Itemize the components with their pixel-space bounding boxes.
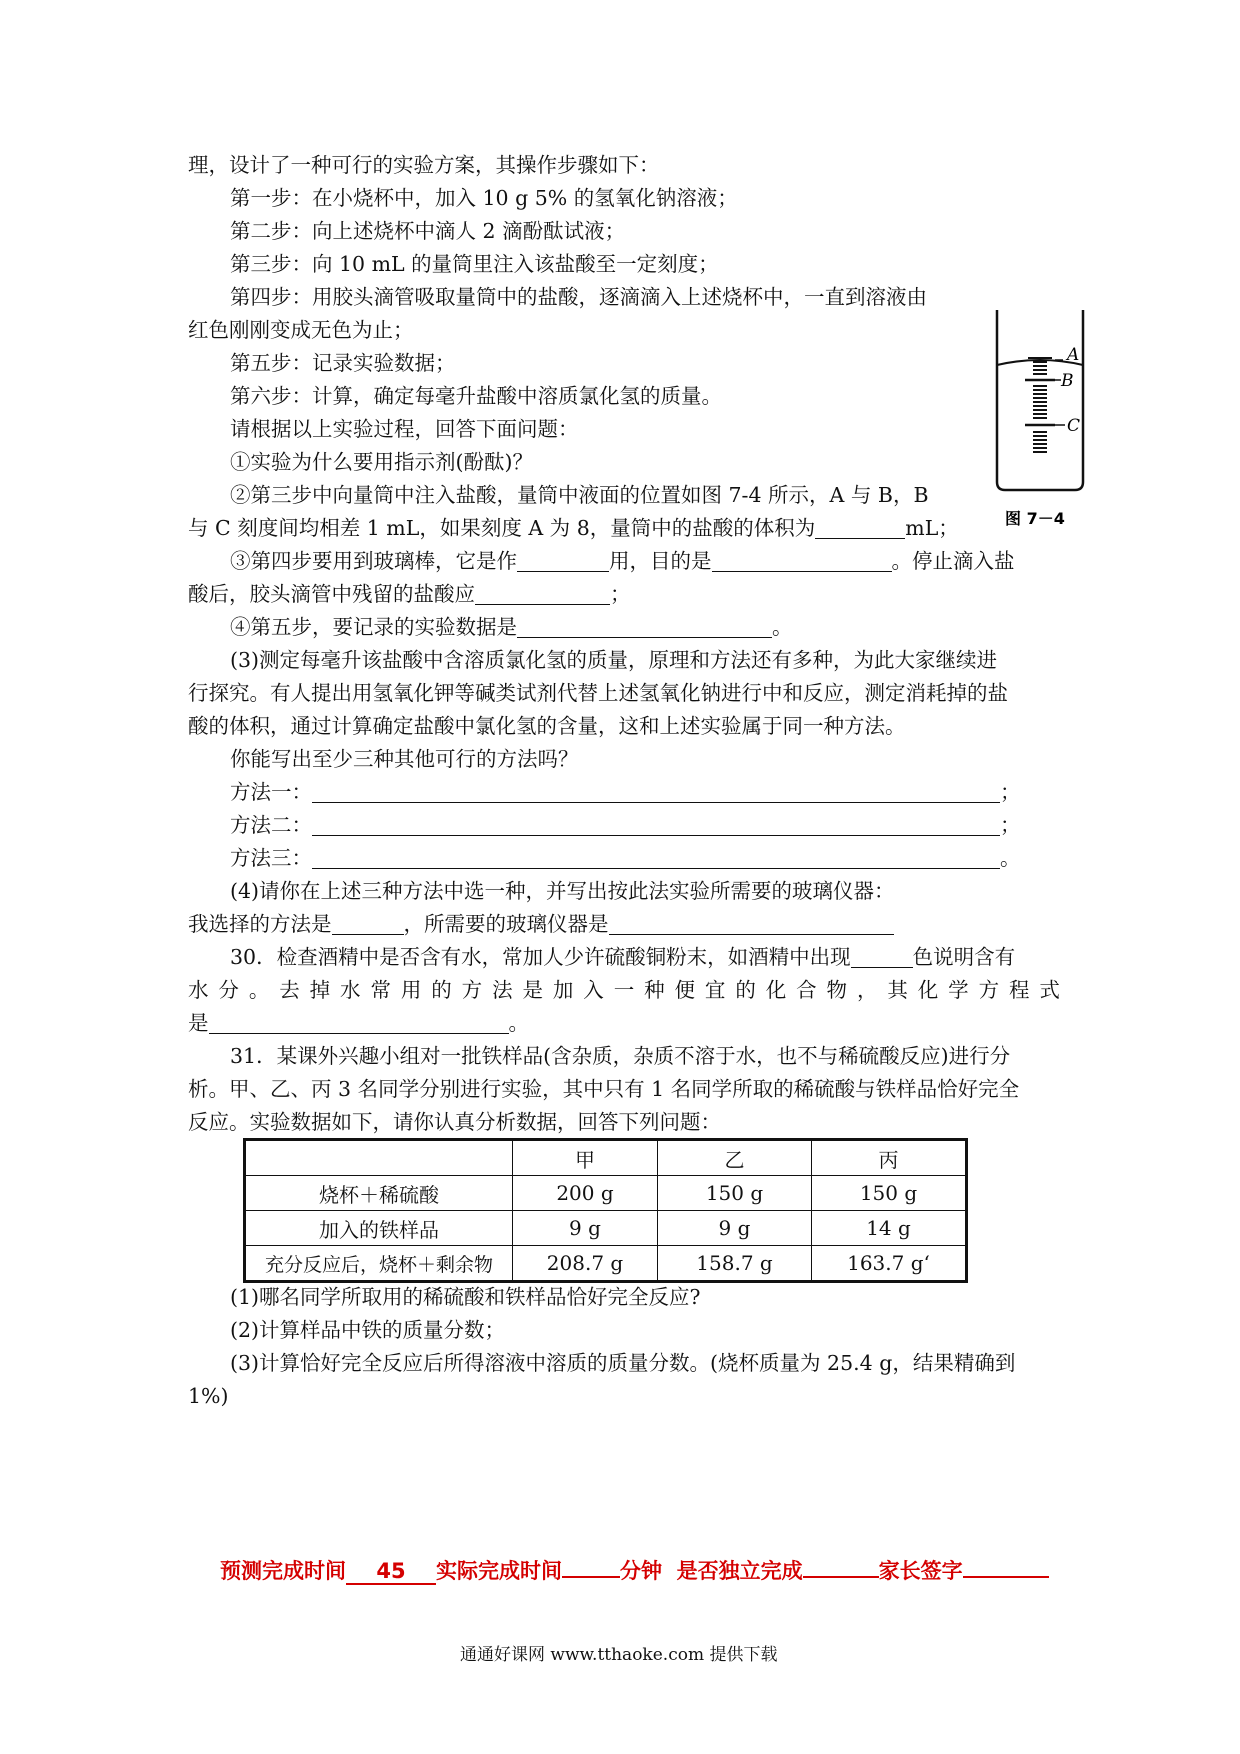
question-30-end: [188, 1008, 529, 1038]
text: ；: [610, 582, 631, 606]
char: 加: [552, 978, 574, 1002]
text: 。: [1000, 846, 1021, 870]
char: 一: [613, 978, 635, 1002]
answer-blank[interactable]: [851, 945, 913, 968]
table-cell: 200 g: [513, 1176, 658, 1211]
method-2: [230, 810, 1021, 840]
question-31: 31．某课外兴趣小组对一批铁样品(含杂质，杂质不溶于水，也不与稀硫酸反应)进行分: [230, 1044, 1011, 1068]
table-row: [245, 1246, 967, 1282]
method-3: [230, 843, 1021, 873]
table-header-cell: 甲: [513, 1140, 658, 1176]
char: 是: [522, 978, 543, 1002]
step-4: 第四步：用胶头滴管吸取量筒中的盐酸，逐滴滴入上述烧杯中，一直到溶液由: [230, 285, 927, 309]
text: 用，目的是: [609, 549, 712, 573]
step-2: 第二步：向上述烧杯中滴人 2 滴酚酞试液；: [230, 219, 626, 243]
part-3-cont: 酸的体积，通过计算确定盐酸中氯化氢的含量，这和上述实验属于同一种方法。: [188, 714, 906, 738]
text: 。停止滴入盐: [891, 549, 1015, 573]
text: 方法一：: [230, 780, 312, 804]
answer-blank[interactable]: [517, 549, 609, 572]
char: 的: [431, 978, 452, 1002]
text: ③第四步要用到玻璃棒，它是作: [230, 549, 517, 573]
step-4-cont: 红色刚刚变成无色为止；: [188, 318, 414, 342]
char: 方: [978, 978, 1000, 1002]
sub-question-3-cont: 1%): [188, 1384, 229, 1408]
char: 合: [796, 978, 817, 1002]
question-30: [230, 942, 1015, 972]
char: 常: [370, 978, 391, 1002]
sub-question-3: (3)计算恰好完全反应后所得溶液中溶质的质量分数。(烧杯质量为 25.4 g，结果精确到: [230, 1351, 1016, 1375]
answer-blank[interactable]: [475, 582, 610, 605]
table-cell: 163.7 g‘: [812, 1246, 967, 1282]
answer-blank[interactable]: [815, 516, 905, 539]
table-cell: 9 g: [658, 1211, 812, 1246]
text: 方法三：: [230, 846, 312, 870]
question-1: ①实验为什么要用指示剂(酚酞)？: [230, 450, 533, 474]
parent-sign-blank[interactable]: [963, 1576, 1049, 1578]
answer-blank[interactable]: [312, 780, 1000, 803]
question-3-cont: [188, 579, 631, 609]
question-4: [230, 612, 793, 642]
actual-blank[interactable]: [562, 1576, 620, 1578]
sub-question-1: (1)哪名同学所取用的稀硫酸和铁样品恰好完全反应?: [230, 1285, 701, 1309]
table-cell: 14 g: [812, 1211, 967, 1246]
sub-question-2: (2)计算样品中铁的质量分数；: [230, 1318, 506, 1342]
table-header-cell: 乙: [658, 1140, 812, 1176]
text: mL；: [905, 516, 959, 540]
independent-label: 是否独立完成: [676, 1559, 803, 1583]
answer-blank[interactable]: [312, 846, 1000, 869]
table-cell: 208.7 g: [513, 1246, 658, 1282]
method-1: [230, 777, 1021, 807]
text: ；: [1000, 780, 1021, 804]
text: 30．检查酒精中是否含有水，常加人少许硫酸铜粉末，如酒精中出现: [230, 945, 851, 969]
char: 学: [948, 978, 969, 1002]
step-6: 第六步：计算，确定每毫升盐酸中溶质氯化氢的质量。: [230, 384, 722, 408]
label-c: C: [1067, 416, 1081, 436]
parent-sign-label: 家长签字: [878, 1559, 963, 1583]
char: 方: [461, 978, 483, 1002]
question-31-cont: 反应。实验数据如下，请你认真分析数据，回答下列问题：: [188, 1110, 721, 1134]
text: 与 C 刻度间均相差 1 mL，如果刻度 A 为 8，量筒中的盐酸的体积为: [188, 516, 816, 540]
question-2-cont: [188, 513, 959, 543]
prompt: 请根据以上实验过程，回答下面问题：: [230, 417, 579, 441]
char: 的: [735, 978, 756, 1002]
table-cell: 加入的铁样品: [245, 1211, 513, 1246]
answer-blank[interactable]: [209, 1011, 509, 1034]
char: 水: [188, 978, 209, 1002]
char: ，: [856, 978, 878, 1002]
answer-blank[interactable]: [332, 912, 404, 935]
cylinder-outline: [997, 310, 1083, 490]
text: 酸后，胶头滴管中残留的盐酸应: [188, 582, 475, 606]
table-cell: 充分反应后，烧杯＋剩余物: [245, 1246, 513, 1282]
text: 。: [508, 1011, 529, 1035]
char: 法: [492, 978, 513, 1002]
char: 化: [765, 978, 787, 1002]
text-line: 理，设计了一种可行的实验方案，其操作步骤如下：: [188, 153, 660, 177]
download-credit: 通通好课网 www.tthaoke.com 提供下载: [460, 1645, 778, 1665]
text: 我选择的方法是: [188, 912, 332, 936]
char: 去: [279, 978, 300, 1002]
minutes-label: 分钟: [620, 1559, 662, 1583]
part-4: (4)请你在上述三种方法中选一种，并写出按此法实验所需要的玻璃仪器：: [230, 879, 895, 903]
char: 种: [644, 978, 665, 1002]
char: 化: [917, 978, 939, 1002]
table-cell: 烧杯＋稀硫酸: [245, 1176, 513, 1211]
char: 。: [248, 978, 270, 1002]
step-1: 第一步：在小烧杯中，加入 10 g 5% 的氢氧化钠溶液；: [230, 186, 738, 210]
table-cell: 150 g: [812, 1176, 967, 1211]
graduated-cylinder-figure: [995, 310, 1095, 540]
char: 便: [674, 978, 695, 1002]
question-3: [230, 546, 1015, 576]
char: 物: [826, 978, 848, 1002]
text: ，所需要的玻璃仪器是: [403, 912, 609, 936]
actual-label: 实际完成时间: [436, 1559, 562, 1583]
table-row: [245, 1176, 967, 1211]
data-table: [243, 1138, 968, 1283]
text: ；: [1000, 813, 1021, 837]
char: 水: [340, 978, 361, 1002]
answer-blank[interactable]: [609, 912, 894, 935]
table-cell: 150 g: [658, 1176, 812, 1211]
table-row: [245, 1211, 967, 1246]
table-header-cell: [245, 1140, 513, 1176]
part-3-cont: 行探究。有人提出用氢氧化钾等碱类试剂代替上述氢氧化钠进行中和反应，测定消耗掉的盐: [188, 681, 1008, 705]
answer-blank[interactable]: [517, 615, 772, 638]
question-2: ②第三步中向量筒中注入盐酸，量筒中液面的位置如图 7-4 所示，A 与 B，B: [230, 483, 929, 507]
table-cell: 9 g: [513, 1211, 658, 1246]
char: 其: [887, 978, 908, 1002]
char: 式: [1039, 978, 1060, 1002]
question-30-cont: [188, 975, 1060, 1005]
part-4-cont: [188, 909, 894, 939]
table-cell: 158.7 g: [658, 1246, 812, 1282]
label-a: A: [1067, 345, 1080, 365]
text: 方法二：: [230, 813, 312, 837]
independent-blank[interactable]: [803, 1576, 879, 1578]
scale-ticks: [1025, 358, 1055, 452]
char: 宜: [704, 978, 726, 1002]
char: 用: [400, 978, 422, 1002]
table-header-row: [245, 1140, 967, 1176]
completion-record: [220, 1555, 1049, 1585]
text: 。: [772, 615, 793, 639]
part-3: (3)测定每毫升该盐酸中含溶质氯化氢的质量，原理和方法还有多种，为此大家继续进: [230, 648, 998, 672]
char: 分: [218, 978, 239, 1002]
char: 入: [583, 978, 604, 1002]
figure-caption: 图 7－4: [1005, 509, 1065, 528]
answer-blank[interactable]: [312, 813, 1000, 836]
char: 掉: [309, 978, 331, 1002]
label-b: B: [1061, 371, 1074, 391]
predict-value: 45: [346, 1559, 436, 1585]
predict-label: 预测完成时间: [220, 1559, 346, 1583]
step-5: 第五步：记录实验数据；: [230, 351, 456, 375]
char: 程: [1008, 978, 1030, 1002]
step-3: 第三步：向 10 mL 的量筒里注入该盐酸至一定刻度；: [230, 252, 719, 276]
text: 色说明含有: [912, 945, 1016, 969]
answer-blank[interactable]: [712, 549, 892, 572]
table-header-cell: 丙: [812, 1140, 967, 1176]
text: ④第五步，要记录的实验数据是: [230, 615, 517, 639]
text: 是: [188, 1011, 209, 1035]
question-31-cont: 析。甲、乙、丙 3 名同学分别进行实验，其中只有 1 名同学所取的稀硫酸与铁样品恰好完全: [188, 1077, 1020, 1101]
part-3-question: 你能写出至少三种其他可行的方法吗？: [230, 747, 579, 771]
